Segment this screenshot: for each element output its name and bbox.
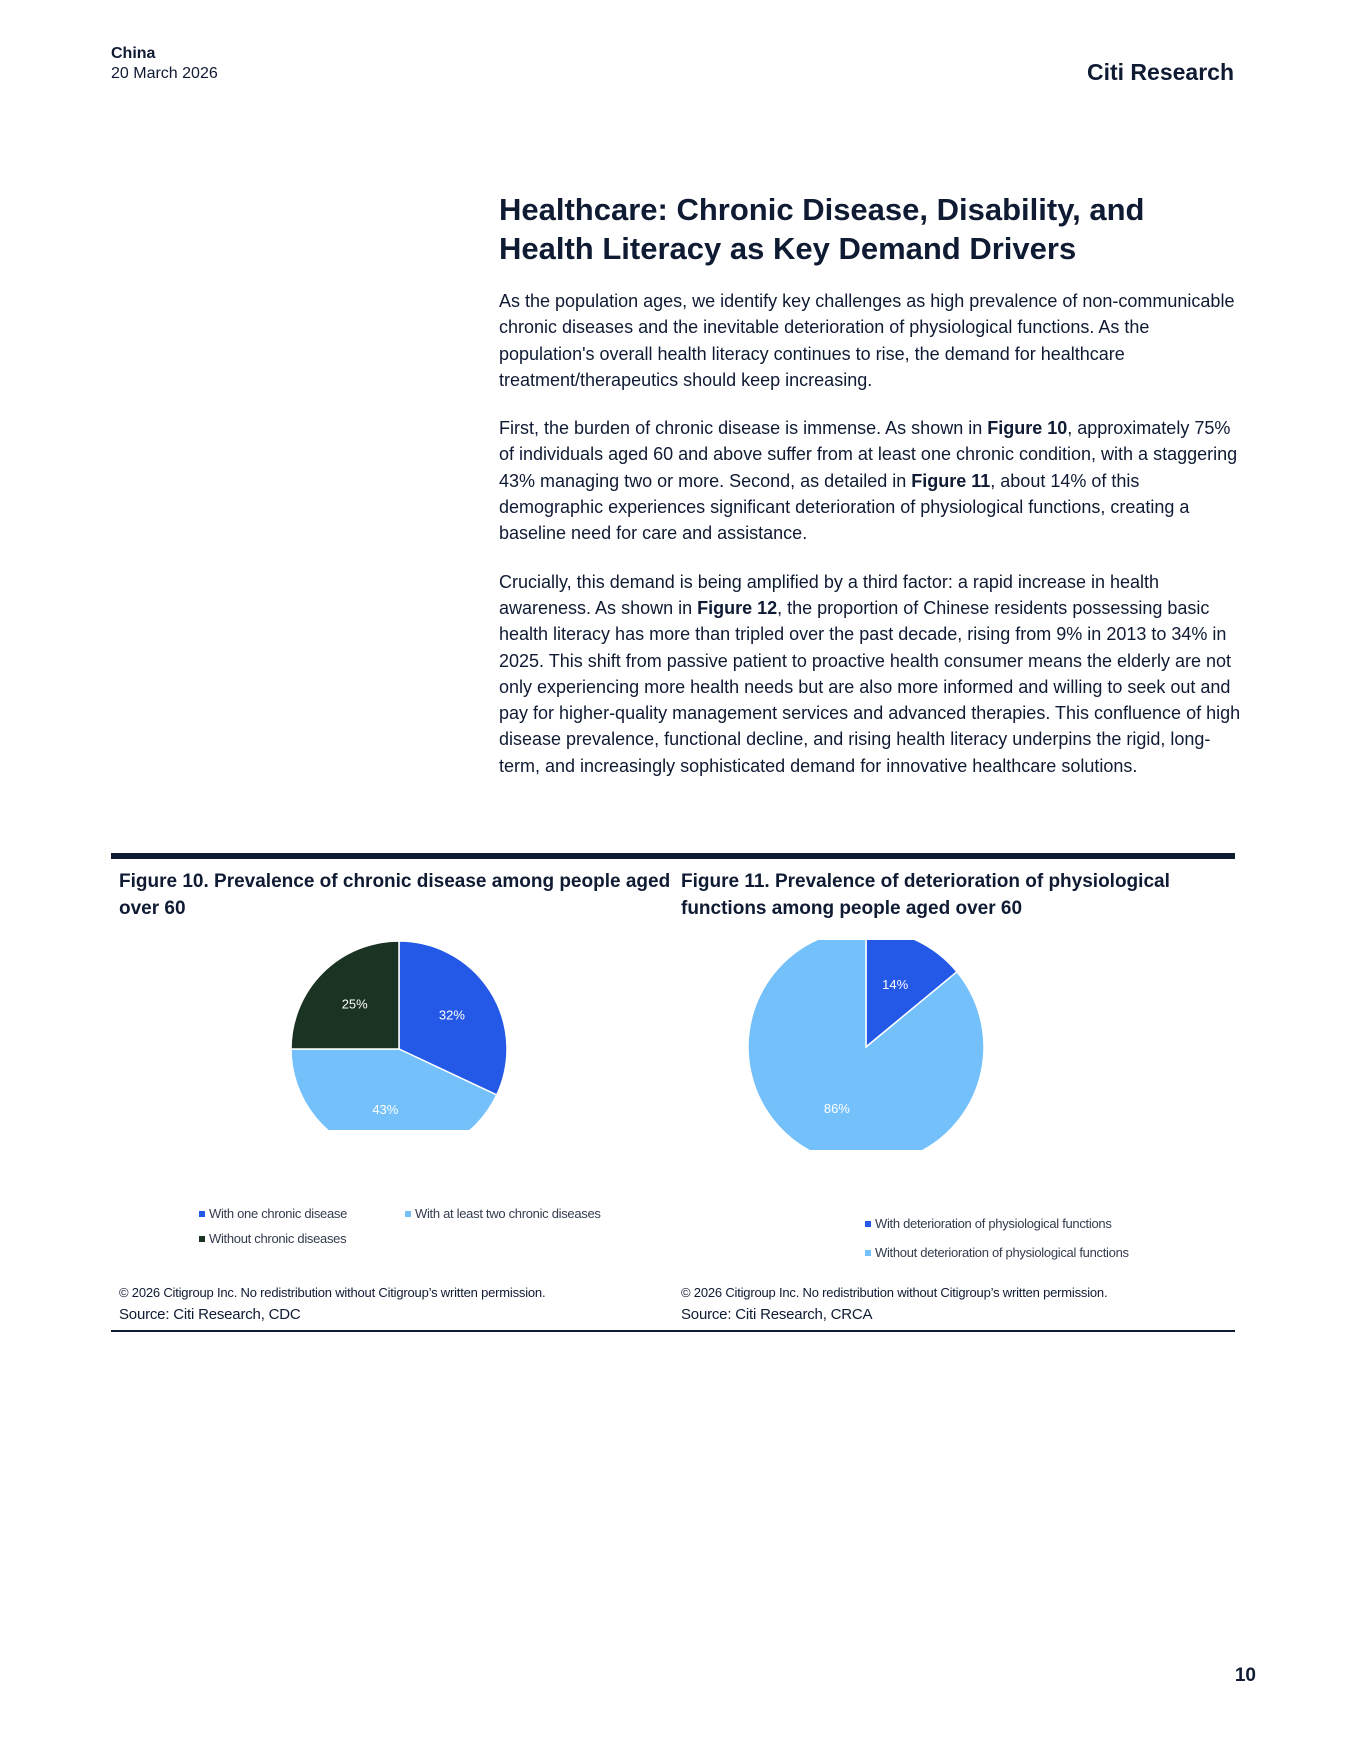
figure-11-title-line-2: functions among people aged over 60	[681, 898, 1023, 919]
legend-swatch	[865, 1250, 871, 1256]
figure-10-title-line-1: Figure 10. Prevalence of chronic disease among people aged	[119, 871, 671, 892]
pie-data-label: 14%	[882, 977, 909, 993]
paragraph-2	[499, 415, 1247, 546]
legend-label: With one chronic disease	[209, 1206, 348, 1221]
legend-label: With deterioration of physiological functions	[875, 1216, 1112, 1231]
figure-10-pie-chart	[119, 940, 674, 1130]
section-title-line-1: Healthcare: Chronic Disease, Disability, and	[499, 192, 1145, 227]
legend-item	[199, 1231, 346, 1246]
figure-12-reference: Figure 12	[697, 597, 778, 618]
figure-10-title	[119, 868, 674, 922]
figure-10-copyright: © 2026 Citigroup Inc. No redistribution without Citigroup’s written permission.	[119, 1285, 546, 1300]
legend-item	[199, 1206, 347, 1221]
paragraph-3-text-b: , the proportion of Chinese residents possessing basic health literacy has more than tripled over the past decade, rising from 9% in 2013 to 34% in 2025. This shift from passive patient to proactive health consumer means the elderly are not only experiencing more health needs but are also more informed and willing to seek out and pay for higher-quality management services and advanced therapies. This confluence of high disease prevalence, functional decline, and rising health literacy underpins the rigid, long-term, and increasingly sophisticated demand for innovative healthcare solutions.	[499, 597, 1241, 776]
legend-item	[865, 1216, 1112, 1231]
paragraph-3	[499, 569, 1247, 779]
figure-11-copyright: © 2026 Citigroup Inc. No redistribution without Citigroup’s written permission.	[681, 1285, 1108, 1300]
section-title	[499, 190, 1247, 268]
figure-10-title-line-2: over 60	[119, 898, 186, 919]
brand-name: Citi Research	[1086, 59, 1234, 85]
legend-label: Without chronic diseases	[209, 1231, 347, 1246]
paragraph-3-text-a: Crucially, this demand is being amplified by a third factor: a rapid increase in health awareness. As shown in	[499, 571, 1160, 618]
report-header-left	[111, 44, 218, 84]
figure-10-source: Source: Citi Research, CDC	[119, 1306, 301, 1323]
paragraph-2-text-a: First, the burden of chronic disease is immense. As shown in	[499, 418, 988, 439]
pie-data-label: 25%	[341, 996, 368, 1012]
legend-swatch	[405, 1211, 411, 1217]
legend-swatch	[199, 1236, 205, 1242]
legend-label: Without deterioration of physiological functions	[875, 1245, 1129, 1260]
paragraph-2-text-c: , about 14% of this demographic experiences significant deterioration of physiological functions, creating a baseline need for care and assistance.	[499, 470, 1190, 544]
figure-11-pie-chart	[681, 940, 1236, 1150]
section-title-line-2: Health Literacy as Key Demand Drivers	[499, 231, 1077, 266]
legend-label: With at least two chronic diseases	[415, 1206, 601, 1221]
figures-bottom-rule	[111, 1330, 1235, 1332]
pie-slice	[291, 941, 399, 1049]
figure-11-source: Source: Citi Research, CRCA	[681, 1306, 873, 1323]
pie-data-label: 43%	[372, 1102, 399, 1118]
paragraph-2-text-b: , approximately 75% of individuals aged 60 and above suffer from at least one chronic condition, with a staggering 43% managing two or more. Second, as detailed in	[499, 418, 1238, 491]
legend-item	[865, 1245, 1129, 1260]
figure-11-title	[681, 868, 1236, 922]
paragraph-1: As the population ages, we identify key challenges as high prevalence of non-communicable chronic diseases and the inevitable deterioration of physiological functions. As the population's overall health literacy continues to rise, the demand for healthcare treatment/therapeutics should keep increasing.	[499, 291, 1235, 390]
pie-data-label: 32%	[438, 1007, 465, 1023]
figure-10	[119, 868, 674, 1246]
figure-10-reference: Figure 10	[987, 418, 1068, 439]
figure-11-reference: Figure 11	[911, 470, 991, 491]
figures-top-rule	[111, 853, 1235, 859]
pie-data-label: 86%	[823, 1100, 850, 1116]
legend-swatch	[199, 1211, 205, 1217]
figure-11-title-line-1: Figure 11. Prevalence of deterioration of physiological	[681, 871, 1170, 892]
legend-swatch	[865, 1221, 871, 1227]
article-body	[499, 190, 1247, 801]
legend-item	[405, 1206, 601, 1221]
region-label: China	[111, 45, 156, 62]
page-number: 10	[1234, 1665, 1256, 1686]
report-date: 20 March 2026	[111, 65, 218, 82]
figure-11	[681, 868, 1236, 1260]
